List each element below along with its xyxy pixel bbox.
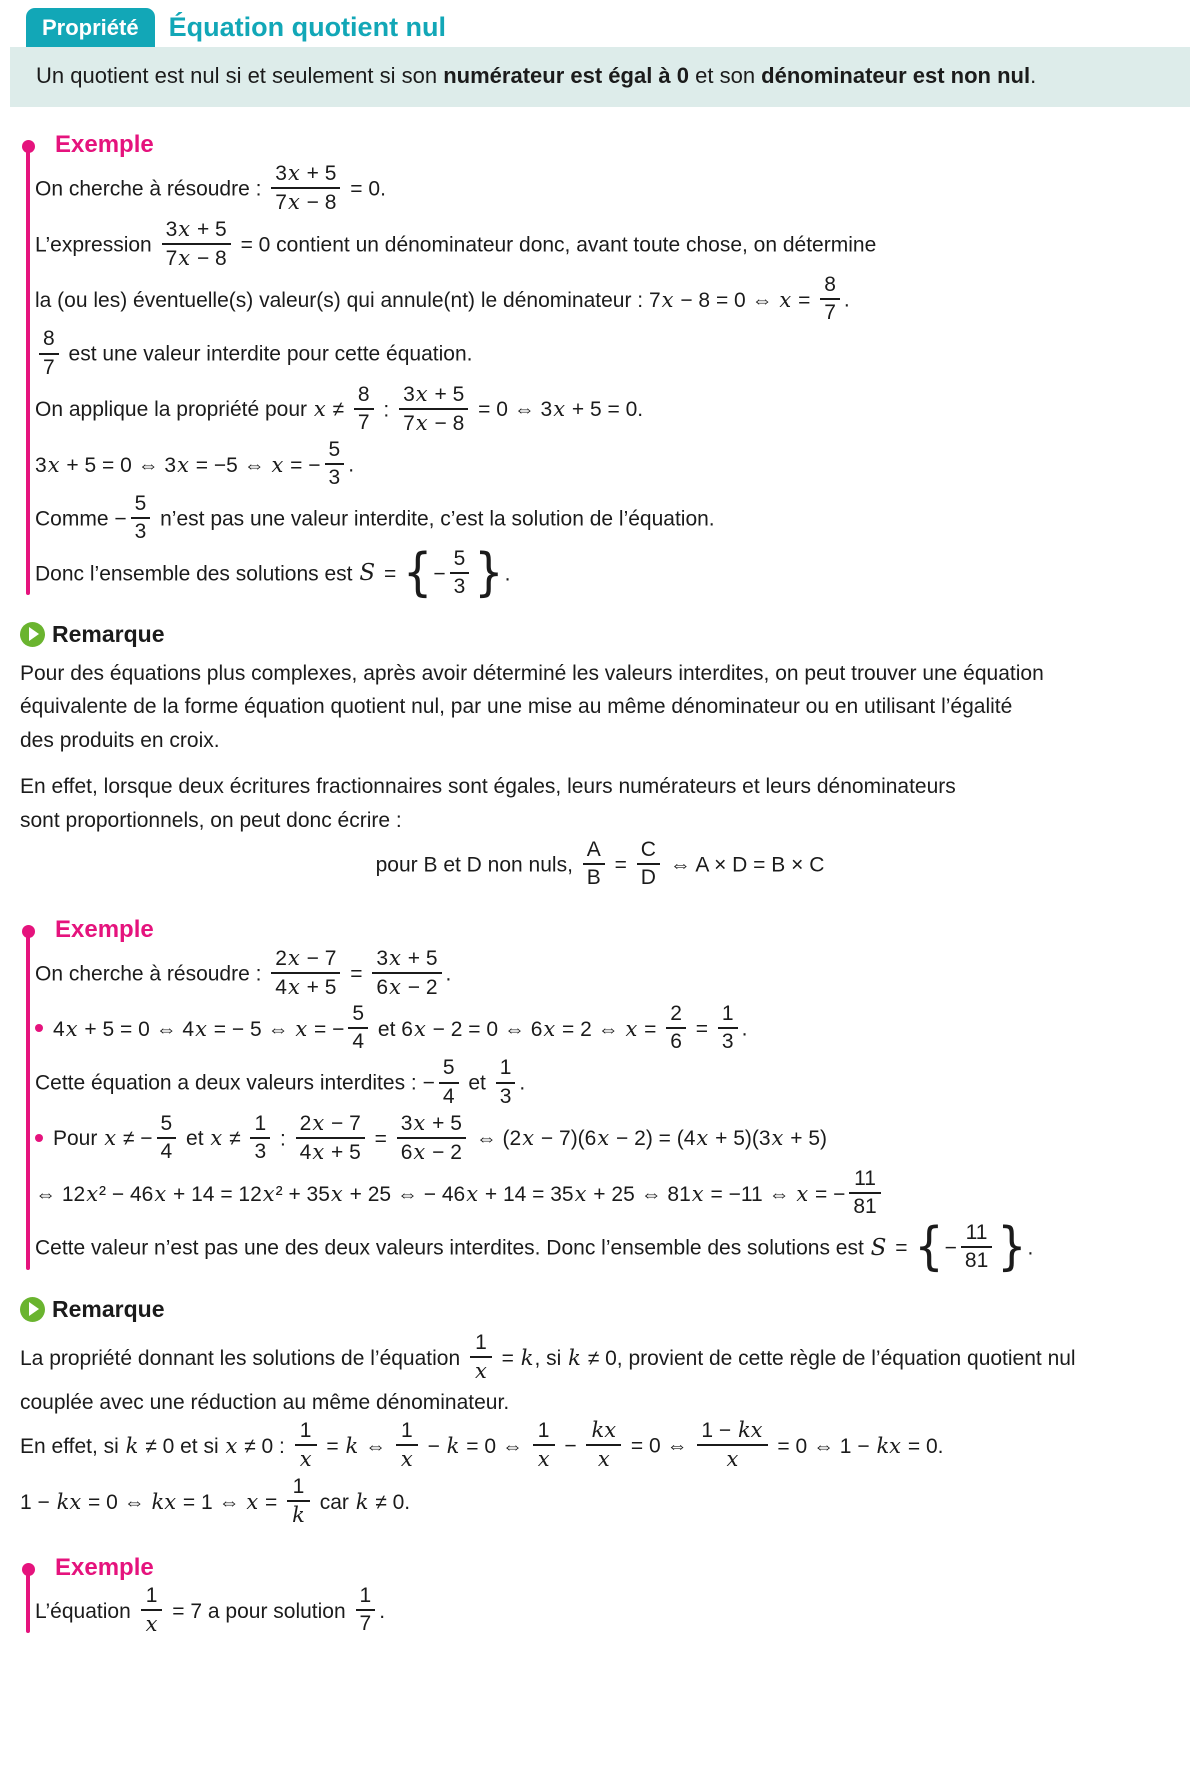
math-line	[35, 160, 1180, 217]
math-variable: x	[210, 1126, 223, 1151]
property-text-bold-numerator: numérateur est égal à 0	[443, 63, 690, 88]
fraction-numerator: 1	[250, 1112, 270, 1139]
math-text: La propriété donnant les solutions de l’équation	[20, 1346, 466, 1370]
math-text: − k = 0 ⇔	[421, 1433, 529, 1458]
fraction	[296, 1111, 365, 1165]
fraction-denominator: 7	[43, 355, 55, 379]
math-variable: x	[330, 1181, 343, 1206]
fraction	[141, 1584, 163, 1637]
math-text: −	[433, 562, 446, 586]
property-text-pre: Un quotient est nul si et seulement si son	[36, 63, 444, 88]
math-text: En effet, lorsque deux écritures fractionnaires sont égales, leurs numérateurs et leurs dénominateurs	[20, 775, 956, 799]
math-line	[35, 494, 1180, 546]
math-line	[20, 805, 1180, 838]
math-variable: x	[287, 975, 300, 999]
fraction	[450, 547, 470, 599]
math-text: =	[889, 1236, 914, 1260]
fraction-numerator: 5	[157, 1112, 177, 1139]
fraction-numerator: 1	[356, 1584, 376, 1611]
math-text: =	[368, 1127, 393, 1151]
math-variable: kx	[591, 1418, 617, 1443]
page-title: Équation quotient nul	[168, 12, 447, 42]
math-text: En effet, si k ≠ 0 et si x ≠ 0 :	[20, 1433, 291, 1458]
math-variable: x	[178, 216, 191, 241]
math-variable: x	[726, 1447, 739, 1472]
fraction-denominator: 4	[442, 1084, 455, 1108]
math-line	[35, 216, 1180, 273]
math-text: = 0 ⇔	[625, 1434, 694, 1458]
fraction-denominator: 6x − 2	[376, 975, 438, 999]
fraction-denominator: 7	[824, 301, 836, 325]
math-text: n’est pas une valeur interdite, c’est la solution de l’équation.	[154, 507, 715, 531]
fraction-denominator: 81	[964, 1249, 989, 1273]
math-line	[35, 1110, 1180, 1167]
remark-section	[20, 621, 1180, 892]
math-text: Pour des équations plus complexes, après avoir déterminé les valeurs interdites, on peut trouver une équation	[20, 661, 1044, 685]
math-line	[35, 381, 1180, 438]
math-line	[35, 329, 1180, 381]
math-variable: x	[413, 1016, 426, 1041]
math-variable: kx	[151, 1489, 177, 1514]
math-variable: x	[413, 1110, 426, 1135]
fraction-denominator	[470, 1358, 492, 1384]
math-variable: x	[287, 160, 300, 185]
fraction-numerator	[586, 1418, 621, 1446]
math-variable: k	[568, 1345, 581, 1370]
math-variable: x	[466, 1181, 479, 1206]
list-bullet-icon	[35, 1024, 43, 1032]
math-variable: x	[86, 1181, 99, 1206]
math-variable: x	[313, 397, 326, 422]
fraction	[348, 1002, 368, 1054]
math-variable: x	[177, 452, 189, 477]
fraction-denominator: 4	[160, 1139, 173, 1163]
math-text: =	[378, 562, 403, 586]
fraction	[533, 1419, 555, 1472]
fraction-numerator: 2	[666, 1002, 686, 1029]
fraction-denominator: 3	[254, 1139, 267, 1163]
fraction-denominator: 3	[134, 520, 147, 544]
math-variable: x	[299, 1446, 312, 1471]
math-text: pour B et D non nuls,	[375, 853, 579, 877]
math-variable: x	[400, 1446, 413, 1471]
fraction-numerator: 5	[131, 492, 151, 519]
math-text: la (ou les) éventuelle(s) valeur(s) qui annule(nt) le dénominateur : 7x − 8 = 0 ⇔ x =	[35, 287, 817, 312]
math-line	[20, 1420, 1180, 1474]
fraction-numerator: 1	[287, 1475, 310, 1502]
math-variable: x	[312, 1110, 325, 1135]
math-text: Cette valeur n’est pas une des deux valeurs interdites. Donc l’ensemble des solutions est	[35, 1236, 870, 1260]
fraction	[397, 1111, 466, 1165]
fraction-numerator: 5	[439, 1056, 459, 1083]
fraction-numerator: 2x − 7	[271, 946, 340, 974]
math-text: ⇔ A × D = B × C	[663, 853, 825, 877]
fraction-numerator: 8	[820, 273, 840, 300]
math-text: et	[462, 1072, 492, 1096]
fraction-numerator: 3x + 5	[399, 382, 468, 410]
fraction-numerator: 2x − 7	[296, 1111, 365, 1139]
math-variable: x	[537, 1446, 550, 1471]
fraction-denominator: B	[586, 865, 601, 889]
math-text: ⇔ (2x − 7)(6x − 2) = (4x + 5)(3x + 5)	[469, 1126, 827, 1151]
math-variable: x	[154, 1181, 167, 1206]
property-statement	[36, 62, 1164, 91]
property-text-bold-denominator: dénominateur est non nul	[761, 63, 1031, 88]
math-variable: x	[195, 1016, 207, 1041]
fraction	[372, 946, 441, 1000]
math-text: équivalente de la forme équation quotient nul, par une mise au même dénominateur ou en utilisant l’égalité	[20, 695, 1013, 719]
math-variable: x	[178, 246, 191, 271]
fraction-numerator: 3x + 5	[271, 161, 340, 189]
math-variable: x	[415, 381, 428, 406]
fraction-denominator: 3	[499, 1084, 512, 1108]
math-line	[35, 945, 1180, 1002]
math-line	[20, 1330, 1180, 1386]
play-icon	[20, 1297, 45, 1322]
math-variable: x	[413, 1139, 426, 1164]
math-variable: x	[389, 945, 401, 970]
math-text: .	[348, 453, 355, 477]
math-text: 3x + 5 = 0 ⇔ 3x = −5 ⇔ x = −	[35, 452, 321, 477]
math-text: = 0 ⇔ 3x + 5 = 0.	[472, 397, 644, 422]
math-text: .	[1027, 1236, 1034, 1260]
math-variable: x	[696, 1126, 709, 1151]
content-sections	[20, 131, 1180, 1640]
property-text-mid: et son	[689, 63, 762, 88]
fraction	[849, 1167, 880, 1219]
math-line	[35, 275, 1180, 327]
fraction-denominator: 7	[357, 410, 370, 434]
fraction-numerator: 1 − kx	[697, 1418, 767, 1446]
fraction-denominator	[141, 1611, 163, 1637]
fraction-denominator	[697, 1446, 767, 1472]
math-variable: x	[225, 1433, 238, 1458]
math-variable: k	[446, 1433, 460, 1458]
fraction	[131, 492, 151, 544]
math-text: = 0 ⇔ 1 − kx = 0.	[771, 1433, 944, 1458]
fraction	[271, 946, 340, 1000]
list-bullet-icon	[35, 1134, 43, 1142]
math-variable: x	[246, 1489, 259, 1514]
math-variable: x	[522, 1126, 535, 1151]
math-variable: x	[262, 1181, 275, 1206]
math-variable: k	[345, 1433, 359, 1458]
math-text: :	[377, 398, 396, 422]
fraction	[718, 1002, 738, 1054]
math-text: =	[689, 1017, 714, 1041]
math-text: −	[944, 1236, 957, 1260]
fraction-denominator: 7x − 8	[403, 410, 465, 435]
fraction-numerator: 1	[141, 1584, 163, 1611]
fraction-numerator: 1	[295, 1419, 317, 1446]
fraction-denominator: 4	[352, 1030, 365, 1054]
fraction-denominator: 7x − 8	[275, 189, 337, 214]
math-line	[20, 1474, 1180, 1530]
math-line	[35, 1058, 1180, 1110]
fraction-denominator	[533, 1446, 555, 1472]
math-text: On cherche à résoudre :	[35, 962, 268, 986]
example-heading: Exemple	[55, 130, 154, 158]
math-text: Cette équation a deux valeurs interdites : −	[35, 1072, 435, 1096]
math-variable: k	[355, 1489, 369, 1514]
fraction-numerator: 11	[961, 1221, 992, 1248]
fraction	[325, 438, 345, 490]
solution-set-symbol: S	[870, 1234, 887, 1261]
fraction	[961, 1221, 992, 1273]
property-box	[10, 47, 1190, 107]
math-variable: x	[661, 287, 674, 312]
math-text: .	[741, 1017, 748, 1041]
math-variable: x	[47, 452, 60, 477]
fraction-denominator: 7x − 8	[165, 246, 227, 271]
math-text: .	[445, 962, 452, 986]
fraction	[583, 838, 605, 890]
math-text: = 0 contient un dénominateur donc, avant toute chose, on détermine	[234, 233, 877, 257]
math-text: et 6x − 2 = 0 ⇔ 6x = 2 ⇔ x =	[372, 1016, 663, 1041]
math-variable: x	[625, 1016, 638, 1041]
fraction-numerator: C	[637, 838, 660, 865]
fraction	[271, 161, 340, 215]
math-text: .	[379, 1600, 386, 1624]
math-variable: x	[779, 287, 792, 312]
math-text: On applique la propriété pour x ≠	[35, 397, 350, 422]
math-variable: x	[312, 1139, 325, 1164]
math-variable: x	[597, 1126, 610, 1151]
math-text: .	[504, 562, 511, 586]
math-variable: x	[574, 1181, 587, 1206]
math-line	[20, 837, 1180, 892]
math-variable: k	[292, 1502, 305, 1527]
math-text: et x ≠	[180, 1126, 247, 1151]
math-text: ⇔ 12x² − 46x + 14 = 12x² + 35x + 25 ⇔ − 46x + 14 = 35x + 25 ⇔ 81x = −11 ⇔ x = −	[35, 1181, 846, 1206]
fraction	[666, 1002, 686, 1054]
math-line	[35, 440, 1180, 492]
math-line	[35, 1004, 1180, 1056]
fraction-denominator	[586, 1446, 621, 1472]
remark-section	[20, 1296, 1180, 1530]
fraction	[356, 1584, 376, 1636]
math-text: :	[274, 1127, 292, 1151]
property-text-post: .	[1030, 63, 1037, 88]
fraction-numerator: 8	[39, 327, 59, 354]
example-section	[20, 1554, 1180, 1639]
math-line: Donc l’ensemble des solutions est S = {− $\frac{5}{3}$ }.	[35, 541, 511, 602]
math-text: Donc l’ensemble des solutions est	[35, 562, 359, 586]
math-text: 4x + 5 = 0 ⇔ 4x = − 5 ⇔ x = −	[53, 1016, 345, 1041]
solution-set-symbol: S	[359, 560, 376, 587]
fraction-denominator: 81	[853, 1195, 877, 1219]
math-line: Cette valeur n’est pas une des deux valeurs interdites. Donc l’ensemble des solutions est S = {− $\frac{11}{81}$ }.	[35, 1216, 1034, 1277]
fraction	[470, 1331, 492, 1384]
fraction	[697, 1418, 767, 1472]
fraction	[287, 1475, 310, 1528]
fraction-numerator: 5	[325, 438, 345, 465]
fraction-denominator: 4x + 5	[299, 1139, 361, 1164]
math-text: Comme −	[35, 507, 127, 531]
property-badge: Propriété	[26, 8, 155, 47]
example-rail	[26, 147, 30, 595]
math-line	[20, 771, 1180, 804]
math-variable: x	[271, 452, 284, 477]
fraction	[586, 1418, 621, 1472]
fraction	[396, 1419, 418, 1472]
math-line	[35, 1166, 1180, 1221]
remark-heading	[20, 621, 1180, 648]
math-text: = k, si k ≠ 0, provient de cette règle de l’équation quotient nul	[495, 1345, 1076, 1370]
fraction	[162, 217, 231, 271]
remark-heading-label: Remarque	[52, 1295, 165, 1322]
math-variable: x	[474, 1358, 487, 1383]
math-text: sont proportionnels, on peut donc écrire :	[20, 809, 402, 833]
math-variable: x	[65, 1016, 78, 1041]
math-variable: x	[389, 975, 401, 999]
fraction-denominator: D	[640, 865, 656, 889]
fraction-numerator: 5	[348, 1002, 368, 1029]
math-text: est une valeur interdite pour cette équation.	[62, 343, 473, 367]
fraction	[496, 1056, 516, 1108]
math-variable: x	[597, 1447, 610, 1472]
math-variable: k	[520, 1345, 534, 1370]
math-text: = 0.	[344, 177, 386, 201]
fraction	[250, 1112, 270, 1164]
fraction-denominator	[295, 1446, 317, 1472]
math-variable: k	[125, 1433, 139, 1458]
math-text: −	[558, 1434, 583, 1458]
math-text: des produits en croix.	[20, 728, 220, 752]
math-text: .	[519, 1072, 526, 1096]
math-text: On cherche à résoudre :	[35, 177, 268, 201]
math-text: = k ⇔	[320, 1433, 392, 1458]
fraction-numerator: 1	[533, 1419, 555, 1446]
math-variable: x	[543, 1016, 556, 1041]
math-variable: x	[287, 945, 300, 970]
math-text: L’équation	[35, 1600, 137, 1624]
fraction	[439, 1056, 459, 1108]
fraction	[157, 1112, 177, 1164]
fraction-numerator: 3x + 5	[397, 1111, 466, 1139]
math-variable: x	[287, 189, 300, 214]
fraction	[39, 327, 59, 379]
math-text: L’expression	[35, 233, 158, 257]
fraction-numerator: 8	[354, 383, 374, 410]
math-variable: x	[771, 1126, 784, 1151]
example-heading: Exemple	[55, 1553, 154, 1581]
math-text: .	[843, 288, 850, 312]
fraction-denominator: 4x + 5	[275, 975, 337, 999]
play-icon	[20, 622, 45, 647]
fraction-denominator: 6x − 2	[400, 1139, 462, 1164]
fraction-numerator: 1	[470, 1331, 492, 1358]
fraction-numerator: A	[583, 838, 605, 865]
fraction	[354, 383, 374, 435]
math-text: 1 − kx = 0 ⇔ kx = 1 ⇔ x =	[20, 1489, 284, 1514]
math-text: =	[344, 962, 369, 986]
fraction	[637, 838, 660, 890]
math-variable: x	[295, 1016, 308, 1041]
math-text: =	[608, 853, 633, 877]
example-heading: Exemple	[55, 915, 154, 943]
fraction	[295, 1419, 317, 1472]
math-variable: x	[691, 1181, 704, 1206]
math-variable: kx	[737, 1418, 763, 1443]
example-section	[20, 916, 1180, 1276]
math-text: Pour x ≠ −	[53, 1126, 153, 1151]
fraction-denominator: 6	[670, 1030, 682, 1054]
math-variable: x	[415, 410, 428, 435]
example-rail	[26, 932, 30, 1270]
math-line	[20, 1388, 1180, 1418]
fraction-denominator: 3	[721, 1030, 734, 1054]
math-variable: kx	[56, 1489, 82, 1514]
math-line	[20, 691, 1180, 724]
fraction-denominator: 7	[359, 1612, 372, 1636]
math-variable: x	[796, 1181, 809, 1206]
fraction	[399, 382, 468, 436]
fraction-denominator	[287, 1502, 310, 1528]
fraction-numerator: 1	[396, 1419, 418, 1446]
example-section	[20, 131, 1180, 601]
math-variable: x	[145, 1611, 158, 1636]
fraction-numerator: 1	[496, 1056, 516, 1083]
math-text: couplée avec une réduction au même dénominateur.	[20, 1390, 510, 1414]
fraction-numerator: 5	[450, 547, 470, 574]
fraction	[820, 273, 840, 325]
math-text: = 7 a pour solution	[166, 1600, 352, 1624]
fraction-numerator: 11	[849, 1167, 880, 1194]
fraction-numerator: 3x + 5	[372, 946, 441, 974]
fraction-numerator: 3x + 5	[162, 217, 231, 245]
math-variable: x	[104, 1126, 117, 1151]
remark-heading	[20, 1296, 1180, 1323]
math-variable: kx	[876, 1433, 902, 1458]
math-line	[20, 725, 1180, 758]
remark-heading-label: Remarque	[52, 620, 165, 647]
page-header	[26, 8, 1180, 47]
math-variable: x	[553, 397, 566, 422]
fraction-denominator	[396, 1446, 418, 1472]
math-line	[35, 1583, 1180, 1639]
example-rail	[26, 1570, 30, 1633]
fraction-denominator: 3	[453, 574, 466, 598]
fraction-denominator: 3	[328, 466, 341, 490]
math-text: car k ≠ 0.	[313, 1489, 411, 1514]
math-line	[20, 658, 1180, 691]
fraction-numerator: 1	[718, 1002, 738, 1029]
